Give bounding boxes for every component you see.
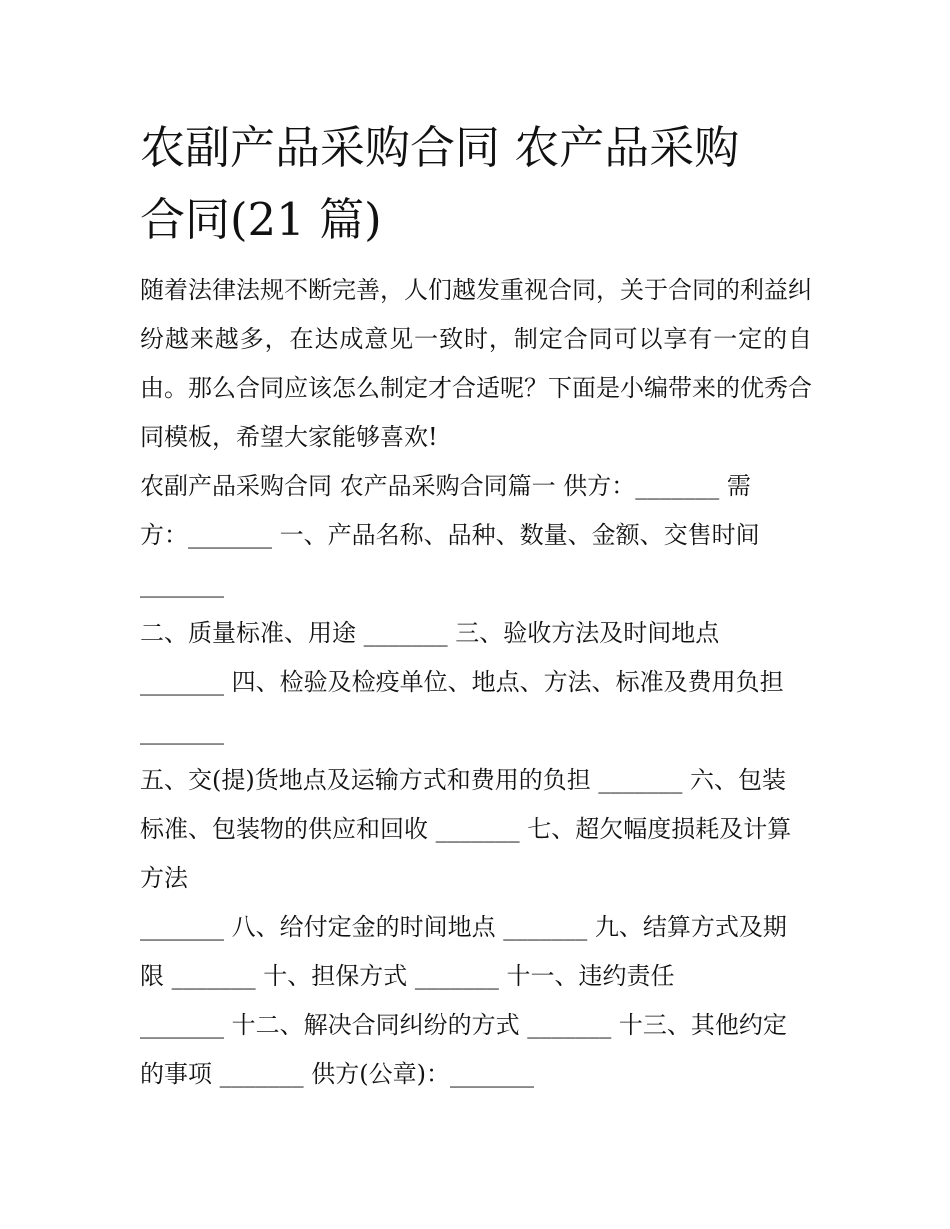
document-page bbox=[140, 112, 812, 1099]
body-line: _______ bbox=[140, 717, 224, 745]
contract-body bbox=[140, 462, 812, 1099]
body-line: 的事项 _______ 供方(公章)：_______ bbox=[140, 1060, 534, 1088]
body-line: 五、交(提)货地点及运输方式和费用的负担 _______ 六、包装 bbox=[140, 766, 786, 794]
body-line: 二、质量标准、用途 _______ 三、验收方法及时间地点 bbox=[140, 619, 720, 647]
intro-paragraph: 随着法律法规不断完善，人们越发重视合同，关于合同的利益纠纷越来越多，在达成意见一致时，制定合同可以享有一定的自由。那么合同应该怎么制定才合适呢？下面是小编带来的优秀合同模板，希望大家能够喜欢! bbox=[140, 276, 812, 451]
body-line: _______ 四、检验及检疫单位、地点、方法、标准及费用负担 bbox=[140, 668, 784, 696]
body-line: 方法 bbox=[140, 864, 188, 892]
body-line: 方：_______ 一、产品名称、品种、数量、金额、交售时间 bbox=[140, 521, 760, 549]
document-title bbox=[140, 112, 812, 256]
body-line: _______ 十二、解决合同纠纷的方式 _______ 十三、其他约定 bbox=[140, 1011, 787, 1039]
body-line: 农副产品采购合同 农产品采购合同篇一 供方：_______ 需 bbox=[140, 472, 751, 500]
title-line-1: 农副产品采购合同 农产品采购 bbox=[140, 121, 740, 174]
title-line-2: 合同(21 篇) bbox=[140, 193, 382, 246]
body-line: 限 _______ 十、担保方式 _______ 十一、违约责任 bbox=[140, 962, 675, 990]
body-line: 标准、包装物的供应和回收 _______ 七、超欠幅度损耗及计算 bbox=[140, 815, 792, 843]
body-line: _______ 八、给付定金的时间地点 _______ 九、结算方式及期 bbox=[140, 913, 787, 941]
body-line: _______ bbox=[140, 570, 224, 598]
